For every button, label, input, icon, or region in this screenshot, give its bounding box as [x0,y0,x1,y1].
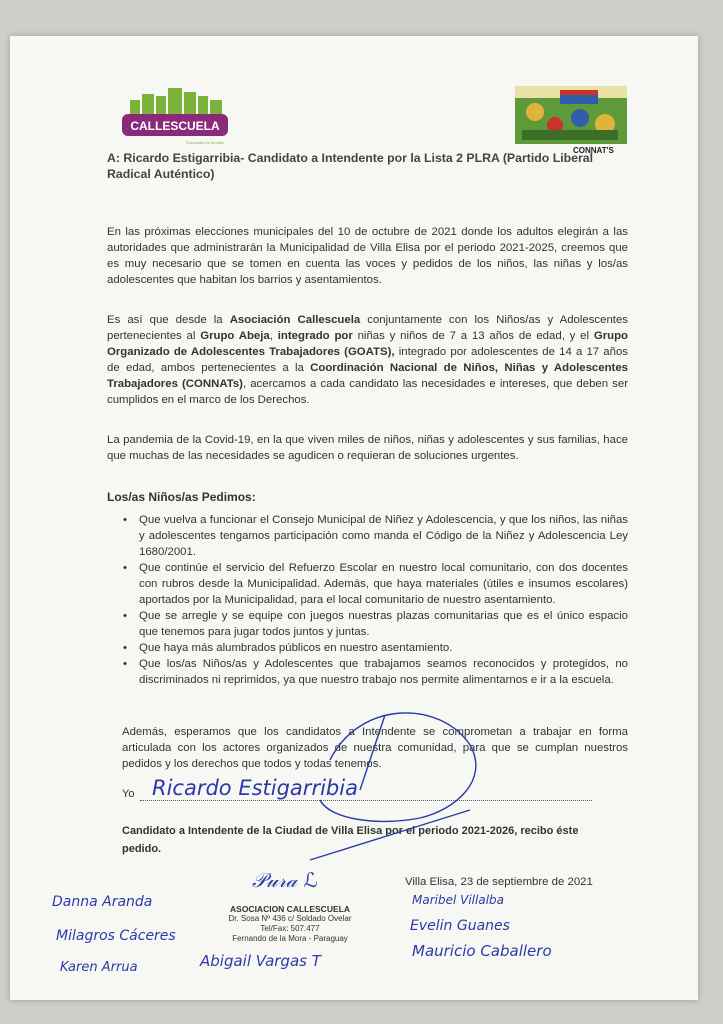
request-item: • Que se arregle y se equipe con juegos nuestras plazas comunitarias que es el único espacio que tenemos para jugar todos juntos y juntas. [107,608,628,640]
p2-text-1: Es así que desde la [107,314,230,326]
signature-abigail-vargas: Abigail Vargas T [200,952,321,970]
paragraph-intro: En las próximas elecciones municipales del 10 de octubre de 2021 donde los adultos elegirán a las autoridades que administrarán la Municipalidad de Villa Elisa por el periodo 2021-2025, creemos que es muy necesario que se tomen en cuenta las voces y pedidos de los niños, las niñas y los/as adolescentes que habitan los barrios y asentamientos. [107,226,628,286]
p2-text-3: , [269,330,278,342]
signature-evelin-guanes: Evelin Guanes [410,918,510,934]
request-item: • Que continúe el servicio del Refuerzo Escolar en nuestro local comunitario, con dos docentes con rubros desde la Municipalidad. Además, que haya materiales (útiles e insumos escolares) aportados por la Municipalidad, para el local comunitario de nuestro asentamiento. [107,560,628,608]
request-item: • Que los/as Niños/as y Adolescentes que trabajamos seamos reconocidos y protegidos, no discriminados ni reprimidos, ya que nuestro trabajo nos permite alimentarnos e ir a la escuela. [107,656,628,688]
stamp-city: Fernando de la Mora - Paraguay [232,934,348,943]
p2-bold-integrado: integrado por [277,330,353,342]
p2-bold-connats: Coordinación Nacional de Niños, Niñas y Adolescentes Trabajadores (CONNATs) [107,362,628,390]
p2-bold-goats: Grupo Organizado de Adolescentes Trabajadores (GOATS), [107,330,628,358]
stamp-phone: Tel/Fax: 507.477 [260,924,320,933]
connats-label: CONNAT'S [573,146,614,155]
p2-text-4: niñas y niños de 7 a 13 años de edad, y el [352,330,594,342]
paragraph-closing: Además, esperamos que los candidatos a Intendente se comprometan a trabajar en forma articulada con los actores organizados de nuestra comunidad, para que se cumplan nuestros pedidos y los derechos que todos y todas tenemos. [122,726,628,770]
stamp-address: Dr. Sosa Nº 436 c/ Soldado Ovelar [228,914,352,923]
candidate-handwritten-name: Ricardo Estigarribia [152,776,358,800]
association-stamp [220,904,360,944]
paragraph-pandemic: La pandemia de la Covid-19, en la que viven miles de niños, niñas y adolescentes y sus familias, hace que muchas de las necesidades se agudicen o requieran de soluciones urgentes. [107,434,628,462]
letter-recipient: A: Ricardo Estigarribia- Candidato a Intendente por la Lista 2 PLRA (Partido Liberal Radical Auténtico) [107,151,594,181]
p2-text-2: conjuntamente con los Niños/as y Adolescentes pertenecientes al [107,314,628,342]
signature-danna-aranda: Danna Aranda [52,894,153,910]
p2-text-5: integrado por adolescentes de 14 a 17 años de edad, ambos pertenecientes a la [107,346,628,374]
signature-milagros-caceres: Milagros Cáceres [56,928,176,944]
callescuela-logo-text: CALLESCUELA [130,119,220,133]
request-item: • Que vuelva a funcionar el Consejo Municipal de Niñez y Adolescencia, y que los niños, las niñas y adolescentes tengamos participación como manda el Código de la Niñez y Adolescencia Ley 1680/2001. [107,512,628,560]
signature-karen-arrua: Karen Arrua [60,960,138,975]
p2-text-6: , acercamos a cada candidato las necesidades e intereses, que deben ser cumplidos en el marco de los Derechos. [107,378,628,406]
letter-date: Villa Elisa, 23 de septiembre de 2021 [405,876,593,888]
stamp-signature-scribble: 𝒫𝓊𝓇𝒶 ℒ [252,868,318,892]
candidate-statement: Candidato a Intendente de la Ciudad de Villa Elisa por el periodo 2021-2026, recibo éste pedido. [122,825,579,855]
requests-heading: Los/as Niños/as Pedimos: [107,490,256,504]
signature-maribel-villalba: Maribel Villalba [412,893,504,907]
callescuela-tagline: Educando en la calle [186,140,224,145]
p2-bold-grupo-abeja: Grupo Abeja [200,330,270,342]
request-item: • Que haya más alumbrados públicos en nuestro asentamiento. [107,640,628,656]
signature-mauricio-caballero: Mauricio Caballero [412,942,552,960]
stamp-name: ASOCIACION CALLESCUELA [230,904,350,914]
yo-label: Yo [122,788,135,800]
p2-bold-callescuela: Asociación Callescuela [229,314,361,326]
